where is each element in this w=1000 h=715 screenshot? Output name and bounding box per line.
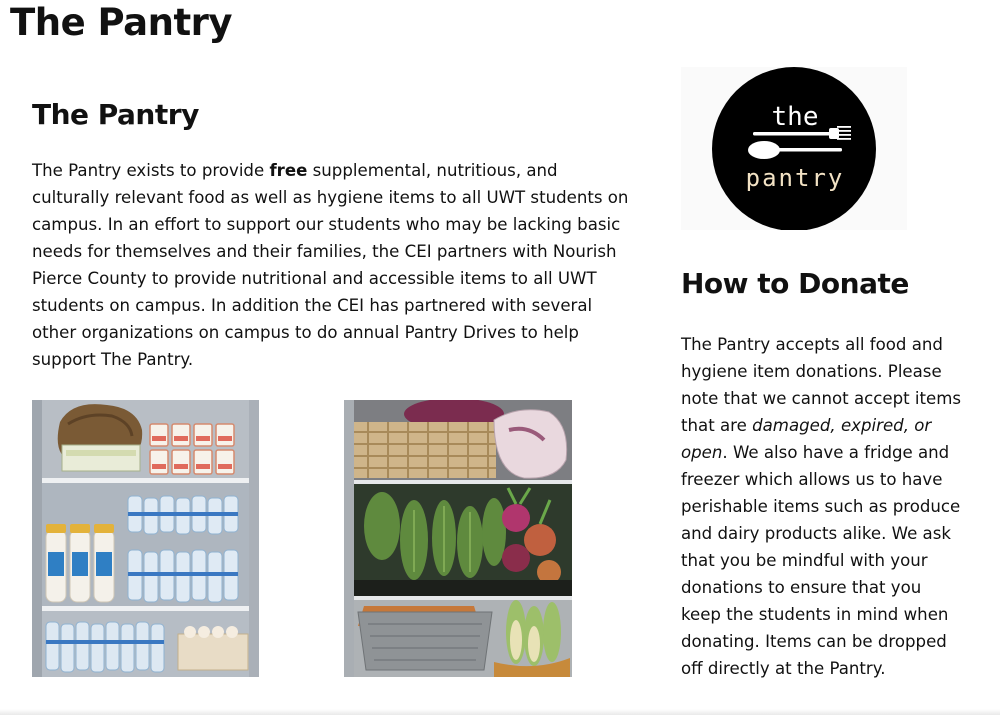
donate-paragraph bbox=[681, 331, 966, 682]
intro-text-start: The Pantry exists to provide bbox=[32, 161, 270, 180]
page-heading: The Pantry bbox=[32, 98, 199, 131]
donate-text-start: The Pantry accepts all food and hygiene item donations. Please note that we cannot accept items that are bbox=[681, 335, 962, 435]
donate-text-end: . We also have a fridge and freezer which allows us to have perishable items such as produce and dairy products alike. We ask that you be mindful with your donations to ensure that you keep the students in mind when donating. Items can be dropped off directly at the Pantry. bbox=[681, 443, 961, 678]
intro-text-end: supplemental, nutritious, and culturally relevant food as well as hygiene items to all UWT students on campus. In an effort to support our students who may be lacking basic needs for themselves and their families, the CEI partners with Nourish Pierce County to provide nutritional and accessible items to all UWT students on campus. In addition the CEI has partnered with several other organizations on campus to do annual Pantry Drives to help support The Pantry. bbox=[32, 161, 629, 369]
logo-text-the: the bbox=[771, 102, 819, 132]
fridge-photo-drinks bbox=[32, 400, 259, 677]
main-content bbox=[32, 95, 642, 373]
site-title: The Pantry bbox=[10, 1, 233, 44]
intro-paragraph bbox=[32, 157, 640, 373]
logo-text-pantry: pantry bbox=[745, 164, 845, 192]
donate-italic-text: damaged, expired, or open bbox=[681, 416, 932, 462]
donate-heading: How to Donate bbox=[681, 267, 909, 300]
fridge-photo-produce bbox=[344, 400, 572, 677]
pantry-logo bbox=[681, 67, 907, 230]
intro-bold-text: free bbox=[269, 161, 308, 180]
page-bottom-edge bbox=[0, 709, 1000, 715]
